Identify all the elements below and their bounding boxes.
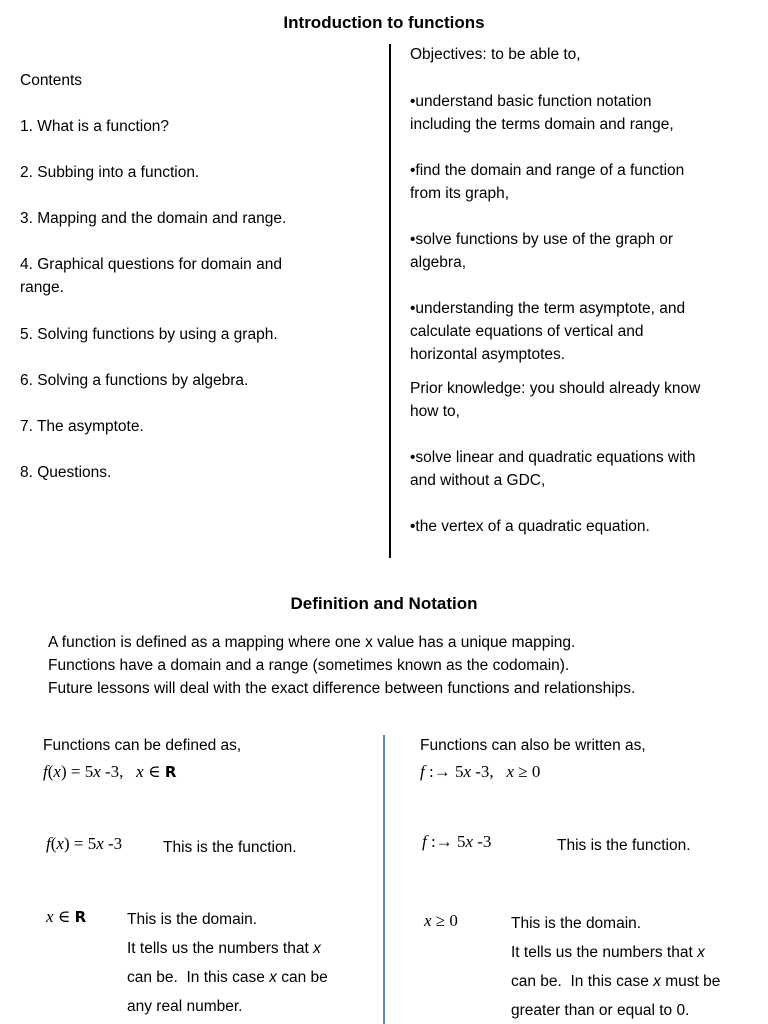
objective-bullet: •find the domain and range of a function [410, 162, 685, 179]
contents-item: 2. Subbing into a function. [20, 164, 200, 181]
domain-description: can be. In this case x must be [511, 973, 721, 990]
notation-intro: Functions can also be written as, [420, 737, 646, 754]
section-title: Definition and Notation [290, 594, 478, 613]
column-divider [389, 44, 391, 558]
objectives-heading: Objectives: to be able to, [410, 46, 581, 63]
definition-line: Future lessons will deal with the exact difference between functions and relationships. [48, 680, 636, 697]
domain-expression: x ≥ 0 [424, 911, 458, 930]
contents-item: 4. Graphical questions for domain and [20, 256, 282, 273]
prior-bullet: •solve linear and quadratic equations with [410, 449, 696, 466]
domain-description: This is the domain. [127, 911, 258, 928]
contents-item: 8. Questions. [20, 464, 112, 481]
objective-bullet: from its graph, [410, 185, 510, 202]
contents-item: 7. The asymptote. [20, 418, 144, 435]
definition-line: A function is defined as a mapping where one x value has a unique mapping. [48, 634, 576, 651]
contents-item: 1. What is a function? [20, 118, 170, 135]
domain-description: It tells us the numbers that x [127, 940, 321, 957]
objective-bullet: •understand basic function notation [410, 93, 652, 110]
prior-heading: Prior knowledge: you should already know [410, 380, 701, 397]
function-definition: f(x) = 5x -3, x ∈ R [43, 762, 177, 781]
function-expression: f :→ 5x -3 [422, 832, 492, 851]
objective-bullet: •understanding the term asymptote, and [410, 300, 686, 317]
contents-item: 5. Solving functions by using a graph. [20, 326, 278, 343]
function-expression: f(x) = 5x -3 [46, 834, 123, 853]
domain-description: can be. In this case x can be [127, 969, 328, 986]
function-description: This is the function. [557, 837, 691, 854]
definition-line: Functions have a domain and a range (sometimes known as the codomain). [48, 657, 570, 674]
domain-description: any real number. [127, 998, 243, 1015]
contents-heading: Contents [20, 72, 83, 89]
objective-bullet: horizontal asymptotes. [410, 346, 566, 363]
contents-item: 6. Solving a functions by algebra. [20, 372, 249, 389]
objective-bullet: algebra, [410, 254, 467, 271]
objective-bullet: calculate equations of vertical and [410, 323, 644, 340]
domain-description: This is the domain. [511, 915, 642, 932]
page-title: Introduction to functions [283, 13, 485, 32]
objective-bullet: including the terms domain and range, [410, 116, 674, 133]
contents-item: 3. Mapping and the domain and range. [20, 210, 287, 227]
contents-item: range. [20, 279, 64, 296]
function-definition: f :→ 5x -3, x ≥ 0 [420, 762, 541, 781]
domain-description: greater than or equal to 0. [511, 1002, 690, 1019]
domain-description: It tells us the numbers that x [511, 944, 705, 961]
prior-bullet: and without a GDC, [410, 472, 546, 489]
function-description: This is the function. [163, 839, 297, 856]
prior-heading: how to, [410, 403, 460, 420]
objective-bullet: •solve functions by use of the graph or [410, 231, 674, 248]
notation-intro: Functions can be defined as, [43, 737, 242, 754]
prior-bullet: •the vertex of a quadratic equation. [410, 518, 650, 535]
notation-divider [383, 735, 385, 1024]
domain-expression: x ∈ R [46, 907, 87, 926]
